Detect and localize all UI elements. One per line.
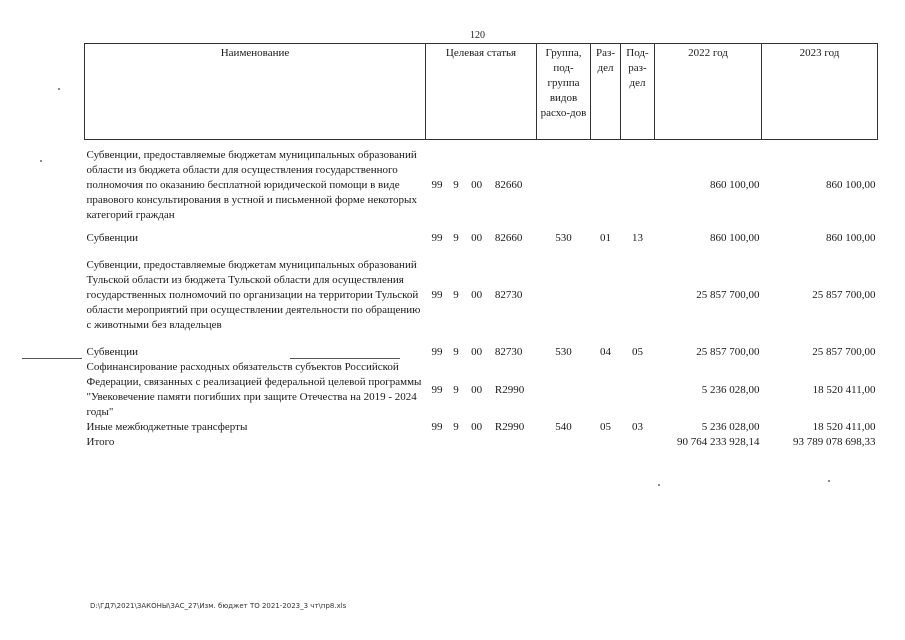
table-row (85, 345, 878, 360)
amount-2022: 25 857 700,00 (696, 289, 760, 301)
header-target: Целевая статья (426, 44, 537, 140)
total-row (85, 435, 878, 450)
section-code: 05 (600, 421, 611, 433)
amount-2023: 25 857 700,00 (812, 346, 876, 358)
target-code: 99 9 00 82730 (431, 289, 523, 301)
row-name: Иные межбюджетные трансферты (86, 421, 248, 433)
group-code: 530 (555, 346, 572, 358)
group-code (537, 148, 591, 223)
amount-2023: 860 100,00 (826, 232, 876, 244)
target-code: 99 9 00 82660 (431, 232, 523, 244)
amount-2023: 860 100,00 (826, 179, 876, 191)
total-2023: 93 789 078 698,33 (793, 436, 876, 448)
header-2023: 2023 год (762, 44, 878, 140)
subsection-code (621, 360, 655, 420)
amount-2022: 5 236 028,00 (701, 421, 760, 433)
table-row (85, 148, 878, 223)
row-name: Субвенции (86, 232, 139, 244)
row-name: Субвенции (86, 346, 139, 358)
header-name: Наименование (85, 44, 426, 140)
scan-artifact-line (290, 358, 400, 359)
subsection-code (621, 258, 655, 333)
amount-2022: 5 236 028,00 (701, 383, 760, 396)
target-code: 99 9 00 R2990 (431, 421, 525, 433)
amount-2023: 18 520 411,00 (812, 421, 876, 433)
scan-speck (40, 160, 42, 162)
group-code: 530 (555, 232, 572, 244)
subsection-code (621, 148, 655, 223)
group-code (537, 258, 591, 333)
total-2022: 90 764 233 928,14 (677, 436, 760, 448)
section-code: 04 (600, 346, 611, 358)
target-code: 99 9 00 82730 (431, 346, 523, 358)
footer-file-path: D:\ГД7\2021\ЗАКОНЫ\ЗАС_27\Изм. бюджет ТО 2021-2023_3 чт\пр8.xls (90, 602, 347, 610)
header-subsection: Под-раз-дел (621, 44, 655, 140)
table-header-row (85, 44, 878, 140)
table-row (85, 258, 878, 333)
scan-speck (658, 484, 660, 486)
section-code (591, 148, 621, 223)
group-code: 540 (555, 421, 572, 433)
amount-2023: 18 520 411,00 (812, 383, 876, 396)
table-row (85, 420, 878, 435)
subsection-code: 13 (632, 232, 643, 244)
row-name: Субвенции, предоставляемые бюджетам муниципальных образований области из бюджета области для осуществления государственного полномочия по оказанию бесплатной юридической помощи в виде правового консультирования в устной и письменной форме некоторых категорий граждан (86, 149, 417, 221)
amount-2022: 860 100,00 (710, 232, 760, 244)
header-group: Группа, под-группа видов расхо-дов (537, 44, 591, 140)
target-code: 99 9 00 82660 (431, 179, 523, 191)
target-code: 99 9 00 R2990 (431, 383, 525, 396)
total-label: Итого (86, 436, 115, 448)
subsection-code: 03 (632, 421, 643, 433)
budget-table (84, 43, 878, 450)
scan-artifact-line (22, 358, 82, 359)
table-row (85, 360, 878, 420)
row-name: Софинансирование расходных обязательств субъектов Российской Федерации, связанных с реализацией федеральной целевой программы "Увековечение памяти погибших при защите Отечества на 2019 - 2024 годы" (86, 361, 422, 418)
subsection-code: 05 (632, 346, 643, 358)
section-code (591, 360, 621, 420)
amount-2022: 860 100,00 (710, 179, 760, 191)
amount-2023: 25 857 700,00 (812, 289, 876, 301)
group-code (537, 360, 591, 420)
section-code: 01 (600, 232, 611, 244)
scan-speck (828, 480, 830, 482)
section-code (591, 258, 621, 333)
header-section: Раз-дел (591, 44, 621, 140)
page-number: 120 (470, 30, 485, 41)
amount-2022: 25 857 700,00 (696, 346, 760, 358)
row-name: Субвенции, предоставляемые бюджетам муниципальных образований Тульской области из бюджета Тульской области для осуществления государственных полномочий по организации на территории Тульской области мероприятий при осуществлении деятельности по обращению с животными без владельцев (86, 259, 421, 331)
header-2022: 2022 год (655, 44, 762, 140)
scan-speck (58, 88, 60, 90)
table-row (85, 231, 878, 246)
